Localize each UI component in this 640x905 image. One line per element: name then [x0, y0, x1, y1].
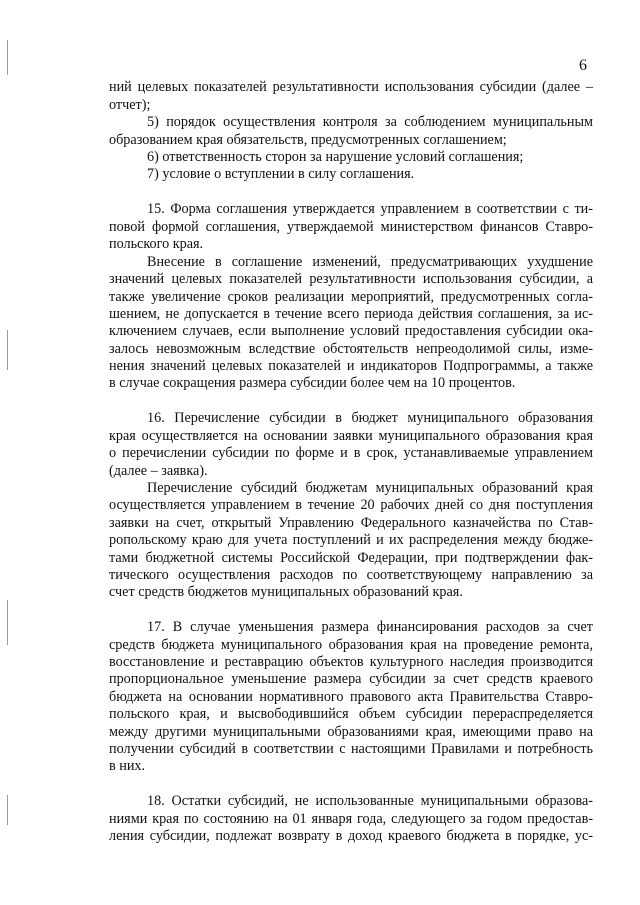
text-line: восстановление и реставрацию объектов культурного наследия производится: [109, 654, 593, 670]
text-line: счет средств бюджетов муниципальных образований края.: [109, 584, 463, 600]
text-line: Внесение в соглашение изменений, предусматривающих ухудшение: [147, 254, 593, 270]
text-line: нения значений целевых показателей и индикаторов Подпрограммы, а также: [109, 358, 593, 374]
text-line: 6) ответственность сторон за нарушение условий соглашения;: [147, 149, 524, 165]
text-line: в случае сокращения размера субсидии более чем на 10 процентов.: [109, 375, 516, 391]
text-line: о перечислении субсидии по форме и в срок, устанавливаемые управлением: [109, 445, 593, 461]
text-line: в них.: [109, 758, 146, 774]
text-line: пропорциональное уменьшение размера субсидии за счет средств краевого: [109, 671, 593, 687]
text-line: ключением случаев, если выполнение условий предоставления субсидии ока-: [109, 323, 593, 339]
page-number: 6: [579, 57, 587, 74]
text-line: осуществляется управлением в течение 20 рабочих дней со дня поступления: [109, 497, 593, 513]
text-line: ления субсидии, подлежат возврату в доход краевого бюджета в порядке, ус-: [109, 828, 593, 844]
text-line: значений целевых показателей результативности использования субсидии, а: [109, 271, 593, 287]
scan-margin-mark: [7, 40, 8, 75]
text-line: 7) условие о вступлении в силу соглашения.: [147, 166, 415, 182]
text-line: польского края, и высвободившийся объем субсидии перераспределяется: [109, 706, 593, 722]
text-line: получении субсидий в соответствии с настоящими Правилами и потребность: [109, 741, 593, 757]
text-line: отчет);: [109, 97, 151, 113]
text-line: повой формой соглашения, утверждаемой министерством финансов Ставро-: [109, 219, 593, 235]
text-line: тического осуществления расходов по соответствующему направлению за: [109, 567, 593, 583]
text-line: шением, не допускается в течение всего периода действия соглашения, за ис-: [109, 306, 593, 322]
text-line: средств бюджета муниципального образования края на проведение ремонта,: [109, 637, 593, 653]
text-line: ний целевых показателей результативности использования субсидии (далее –: [109, 79, 593, 95]
text-line: 5) порядок осуществления контроля за соблюдением муниципальным: [147, 114, 593, 130]
text-line: Перечисление субсидий бюджетам муниципальных образований края: [147, 480, 593, 496]
scan-margin-mark: [7, 795, 8, 825]
text-line: 16. Перечисление субсидии в бюджет муниципального образования: [147, 410, 593, 426]
text-line: 15. Форма соглашения утверждается управлением в соответствии с ти-: [147, 201, 593, 217]
text-line: края осуществляется на основании заявки муниципального образования края: [109, 428, 593, 444]
scan-margin-mark: [7, 330, 8, 370]
text-line: ниями края по состоянию на 01 января года, следующего за годом предостав-: [109, 811, 593, 827]
text-line: залось невозможным вследствие обстоятельств непреодолимой силы, изме-: [109, 341, 593, 357]
text-line: 17. В случае уменьшения размера финансирования расходов за счет: [147, 619, 593, 635]
text-line: также увеличение сроков реализации мероприятий, предусмотренных согла-: [109, 289, 593, 305]
text-line: заявки на счет, открытый Управлению Федерального казначейства по Став-: [109, 515, 593, 531]
text-line: между другими муниципальными образованиями края, имеющими право на: [109, 724, 593, 740]
text-line: (далее – заявка).: [109, 463, 208, 479]
text-line: польского края.: [109, 236, 204, 252]
text-line: тами бюджетной системы Российской Федерации, при подтверждении фак-: [109, 550, 593, 566]
text-line: 18. Остатки субсидий, не использованные муниципальными образова-: [147, 793, 593, 809]
text-line: образованием края обязательств, предусмотренных соглашением;: [109, 132, 507, 148]
text-line: бюджета на основании нормативного правового акта Правительства Ставро-: [109, 689, 593, 705]
scan-margin-mark: [7, 600, 8, 645]
text-line: ропольскому краю для учета поступлений и их распределения между бюдже-: [109, 532, 593, 548]
